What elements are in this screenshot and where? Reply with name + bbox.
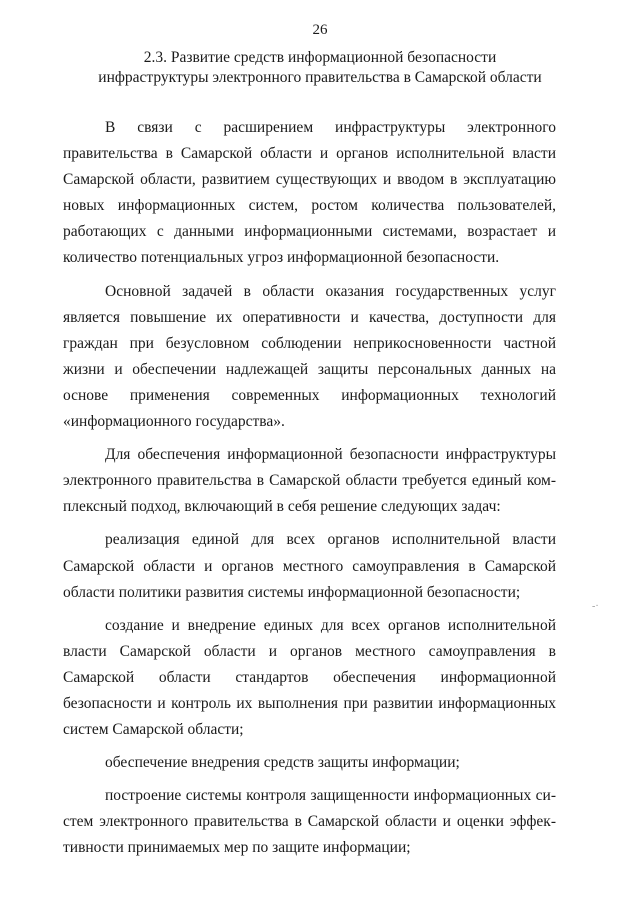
scan-artifact-mark: -· — [592, 601, 599, 612]
section-heading-line-2: инфраструктуры электронного правительства в Самарской области — [98, 69, 542, 86]
section-heading-line-1: 2.3. Развитие средств информационной безопасности — [143, 49, 497, 66]
paragraph-2: Основной задачей в области оказания государственных услуг является повышение их оперативности и качества, доступности для граждан при безусловном соблюдении неприкосновенности частной жизни и обеспечении надлежащей защиты персональных данных на основе применения современных информационных технологий «информационного государства». — [63, 282, 556, 431]
list-item-2: создание и внедрение единых для всех органов исполнительной власти Самарской области и органов местного самоуправления в Самарской области стандартов обеспечения информационной безопасности и контроль их выполнения при развитии информационных систем Самарской области; — [63, 616, 556, 739]
list-item-4: построение системы контроля защищенности информационных систем электронного правительства в Самарской области и оценки эффективности принимаемых мер по защите информации; — [63, 787, 556, 857]
paragraph-1: В связи с расширением инфраструктуры электронного правительства в Самарской области и органов исполнительной власти Самарской области, развитием существующих и вводом в эксплуатацию новых информационных систем, ростом количества пользователей, работающих с данными информационными системами, возрастает и количество потенциальных угроз информационной безопасности. — [63, 119, 556, 267]
body-text — [63, 115, 556, 869]
paragraph-3: Для обеспечения информационной безопасности инфраструктуры электронного правительства в Самарской области требуется единый комплексный подход, включающий в себя решение следующих задач: — [63, 446, 556, 516]
page-number: 26 — [312, 22, 328, 38]
list-item-3: обеспечение внедрения средств защиты информации; — [105, 754, 460, 772]
section-heading — [70, 48, 570, 88]
list-item-1: реализация единой для всех органов исполнительной власти Самарской области и органов местного самоуправления в Самарской области политики развития системы информационной безопасности; — [63, 531, 556, 601]
